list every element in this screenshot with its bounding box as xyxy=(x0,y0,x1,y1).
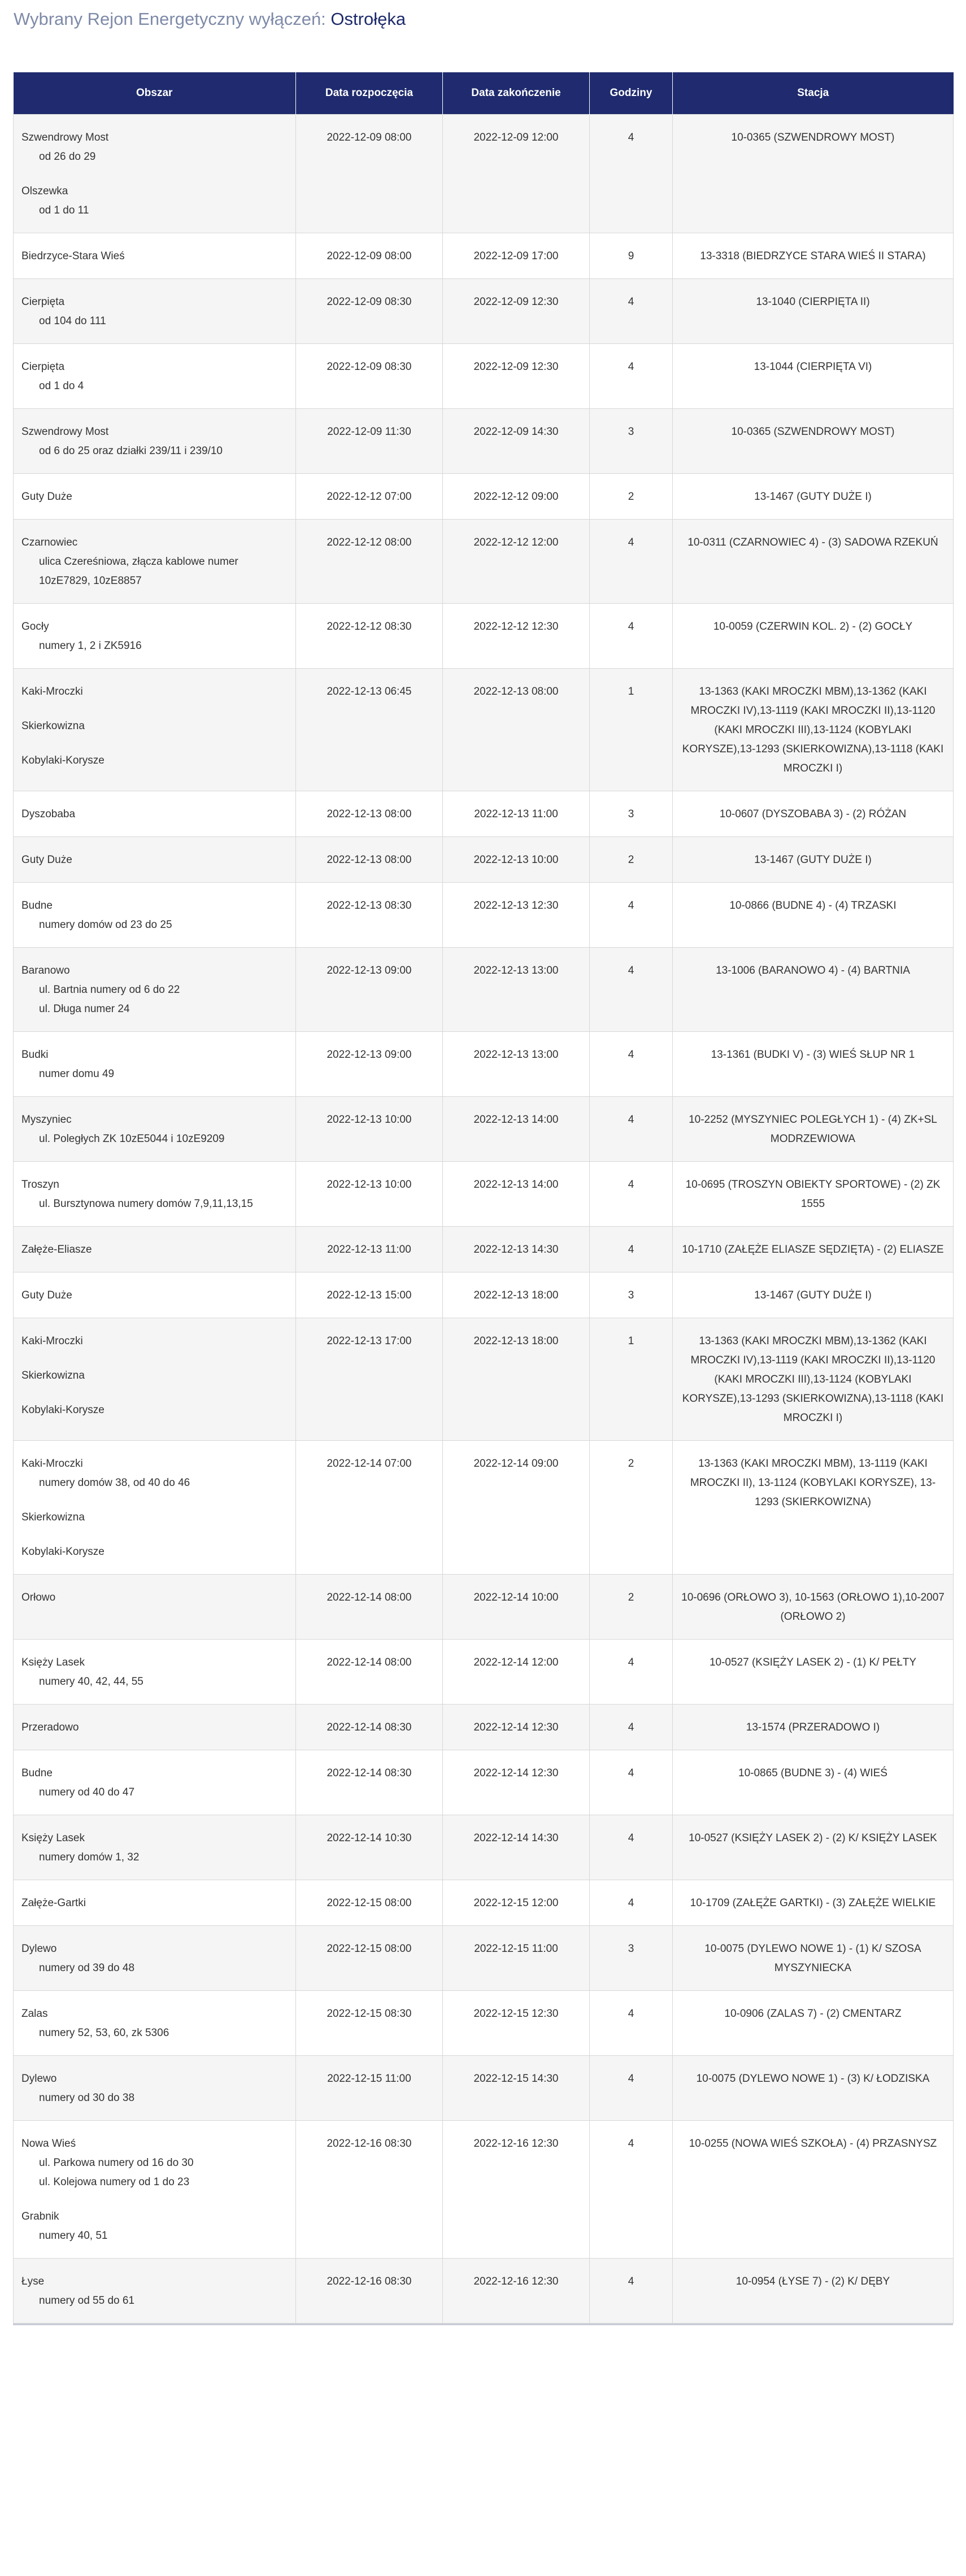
station-cell: 10-0255 (NOWA WIEŚ SZKOŁA) - (4) PRZASNYSZ xyxy=(673,2121,954,2259)
hours-cell: 2 xyxy=(590,1575,673,1640)
table-row xyxy=(14,1926,954,1991)
area-place-name: Olszewka xyxy=(21,185,68,197)
area-spacer xyxy=(21,167,288,182)
hours-cell: 2 xyxy=(590,837,673,883)
area-detail: numery od 40 do 47 xyxy=(39,1786,135,1798)
end-date-cell: 2022-12-13 13:00 xyxy=(443,1032,590,1097)
end-date-cell: 2022-12-13 14:00 xyxy=(443,1162,590,1227)
area-cell xyxy=(14,1640,296,1705)
start-date-cell: 2022-12-12 08:00 xyxy=(296,520,443,604)
area-cell xyxy=(14,409,296,474)
outages-table xyxy=(13,72,954,2324)
area-place-name: Skierkowizna xyxy=(21,720,85,732)
start-date-cell: 2022-12-13 08:30 xyxy=(296,883,443,948)
station-cell: 10-0695 (TROSZYN OBIEKTY SPORTOWE) - (2) ZK 1555 xyxy=(673,1162,954,1227)
station-cell: 10-0527 (KSIĘŻY LASEK 2) - (1) K/ PEŁTY xyxy=(673,1640,954,1705)
table-row xyxy=(14,1991,954,2056)
hours-cell: 4 xyxy=(590,1162,673,1227)
page-title xyxy=(0,0,966,30)
table-row xyxy=(14,1705,954,1750)
station-cell: 10-0075 (DYLEWO NOWE 1) - (1) K/ SZOSA MYSZYNIECKA xyxy=(673,1926,954,1991)
area-detail: ul. Bursztynowa numery domów 7,9,11,13,15 xyxy=(39,1198,253,1210)
station-cell: 13-1044 (CIERPIĘTA VI) xyxy=(673,344,954,409)
hours-cell: 3 xyxy=(590,1926,673,1991)
area-detail: numery od 30 do 38 xyxy=(39,2092,135,2104)
area-place-name: Kaki-Mroczki xyxy=(21,1458,83,1470)
page-title-prefix: Wybrany Rejon Energetyczny wyłączeń: xyxy=(14,9,326,29)
area-place-name: Czarnowiec xyxy=(21,537,78,548)
area-detail: od 6 do 25 oraz działki 239/11 i 239/10 xyxy=(39,445,223,457)
end-date-cell: 2022-12-15 12:00 xyxy=(443,1880,590,1926)
station-cell: 10-0365 (SZWENDROWY MOST) xyxy=(673,115,954,233)
column-header-hours: Godziny xyxy=(590,72,673,115)
table-row xyxy=(14,1227,954,1272)
area-place-name: Skierkowizna xyxy=(21,1370,85,1381)
start-date-cell: 2022-12-13 10:00 xyxy=(296,1162,443,1227)
station-cell: 13-1006 (BARANOWO 4) - (4) BARTNIA xyxy=(673,948,954,1032)
station-cell: 13-1467 (GUTY DUŻE I) xyxy=(673,1272,954,1318)
table-row xyxy=(14,279,954,344)
area-place-name: Kobylaki-Korysze xyxy=(21,755,105,766)
area-cell xyxy=(14,883,296,948)
hours-cell: 1 xyxy=(590,1318,673,1441)
station-cell: 10-0059 (CZERWIN KOL. 2) - (2) GOCŁY xyxy=(673,604,954,669)
table-header-row xyxy=(14,72,954,115)
table-row xyxy=(14,604,954,669)
hours-cell: 2 xyxy=(590,474,673,520)
area-cell xyxy=(14,2056,296,2121)
table-row xyxy=(14,1640,954,1705)
station-cell: 10-2252 (MYSZYNIEC POLEGŁYCH 1) - (4) ZK+SL MODRZEWIOWA xyxy=(673,1097,954,1162)
station-cell: 10-0311 (CZARNOWIEC 4) - (3) SADOWA RZEKUŃ xyxy=(673,520,954,604)
hours-cell: 2 xyxy=(590,1441,673,1575)
end-date-cell: 2022-12-13 13:00 xyxy=(443,948,590,1032)
start-date-cell: 2022-12-15 08:30 xyxy=(296,1991,443,2056)
hours-cell: 4 xyxy=(590,1750,673,1815)
start-date-cell: 2022-12-15 11:00 xyxy=(296,2056,443,2121)
start-date-cell: 2022-12-09 08:00 xyxy=(296,233,443,279)
hours-cell: 4 xyxy=(590,1815,673,1880)
area-place-name: Budne xyxy=(21,1767,53,1779)
area-place-name: Księży Lasek xyxy=(21,1657,85,1668)
start-date-cell: 2022-12-12 07:00 xyxy=(296,474,443,520)
start-date-cell: 2022-12-13 17:00 xyxy=(296,1318,443,1441)
hours-cell: 4 xyxy=(590,604,673,669)
start-date-cell: 2022-12-14 08:30 xyxy=(296,1750,443,1815)
area-place-name: Guty Duże xyxy=(21,491,72,503)
area-detail: od 1 do 11 xyxy=(39,204,89,216)
area-place-name: Budki xyxy=(21,1049,49,1061)
start-date-cell: 2022-12-13 09:00 xyxy=(296,948,443,1032)
end-date-cell: 2022-12-13 14:00 xyxy=(443,1097,590,1162)
start-date-cell: 2022-12-16 08:30 xyxy=(296,2121,443,2259)
end-date-cell: 2022-12-12 12:00 xyxy=(443,520,590,604)
end-date-cell: 2022-12-09 12:30 xyxy=(443,344,590,409)
area-place-name: Przeradowo xyxy=(21,1721,79,1733)
area-detail: numery 40, 51 xyxy=(39,2230,108,2242)
end-date-cell: 2022-12-16 12:30 xyxy=(443,2121,590,2259)
hours-cell: 4 xyxy=(590,1227,673,1272)
start-date-cell: 2022-12-09 08:30 xyxy=(296,344,443,409)
area-cell xyxy=(14,791,296,837)
hours-cell: 4 xyxy=(590,2121,673,2259)
table-row xyxy=(14,1162,954,1227)
start-date-cell: 2022-12-14 08:30 xyxy=(296,1705,443,1750)
area-cell xyxy=(14,115,296,233)
area-place-name: Kobylaki-Korysze xyxy=(21,1546,105,1558)
start-date-cell: 2022-12-13 08:00 xyxy=(296,837,443,883)
table-row xyxy=(14,1097,954,1162)
station-cell: 13-3318 (BIEDRZYCE STARA WIEŚ II STARA) xyxy=(673,233,954,279)
area-detail: ul. Długa numer 24 xyxy=(39,1003,130,1015)
column-header-start: Data rozpoczęcia xyxy=(296,72,443,115)
table-row xyxy=(14,791,954,837)
area-detail: ulica Czereśniowa, złącza kablowe numer 10zE7829, 10zE8857 xyxy=(39,556,238,587)
area-cell xyxy=(14,1318,296,1441)
table-row xyxy=(14,2056,954,2121)
end-date-cell: 2022-12-14 12:30 xyxy=(443,1750,590,1815)
area-detail: numery od 39 do 48 xyxy=(39,1962,135,1974)
table-row xyxy=(14,948,954,1032)
end-date-cell: 2022-12-13 08:00 xyxy=(443,669,590,791)
area-cell xyxy=(14,279,296,344)
table-row xyxy=(14,1032,954,1097)
station-cell: 10-0954 (ŁYSE 7) - (2) K/ DĘBY xyxy=(673,2259,954,2324)
area-spacer xyxy=(21,701,288,717)
area-cell xyxy=(14,1272,296,1318)
area-place-name: Kaki-Mroczki xyxy=(21,686,83,698)
end-date-cell: 2022-12-14 14:30 xyxy=(443,1815,590,1880)
station-cell: 13-1363 (KAKI MROCZKI MBM),13-1362 (KAKI MROCZKI IV),13-1119 (KAKI MROCZKI II),13-1120 (KAKI MROCZKI III),13-1124 (KOBYLAKI KORYSZE),13-1293 (SKIERKOWIZNA),13-1118 (KAKI MROCZKI I) xyxy=(673,669,954,791)
area-cell xyxy=(14,344,296,409)
area-detail: numery 1, 2 i ZK5916 xyxy=(39,640,142,652)
start-date-cell: 2022-12-14 08:00 xyxy=(296,1575,443,1640)
area-cell xyxy=(14,1815,296,1880)
table-row xyxy=(14,409,954,474)
station-cell: 10-0527 (KSIĘŻY LASEK 2) - (2) K/ KSIĘŻY LASEK xyxy=(673,1815,954,1880)
area-cell xyxy=(14,2121,296,2259)
start-date-cell: 2022-12-09 08:00 xyxy=(296,115,443,233)
table-bottom-border xyxy=(13,2324,953,2325)
area-cell xyxy=(14,604,296,669)
area-cell xyxy=(14,948,296,1032)
start-date-cell: 2022-12-13 08:00 xyxy=(296,791,443,837)
column-header-area: Obszar xyxy=(14,72,296,115)
station-cell: 10-0365 (SZWENDROWY MOST) xyxy=(673,409,954,474)
hours-cell: 4 xyxy=(590,1705,673,1750)
area-place-name: Orłowo xyxy=(21,1592,56,1603)
area-spacer xyxy=(21,1493,288,1508)
end-date-cell: 2022-12-14 10:00 xyxy=(443,1575,590,1640)
area-cell xyxy=(14,233,296,279)
end-date-cell: 2022-12-13 11:00 xyxy=(443,791,590,837)
area-cell xyxy=(14,1162,296,1227)
hours-cell: 4 xyxy=(590,2259,673,2324)
area-spacer xyxy=(21,2192,288,2207)
area-place-name: Szwendrowy Most xyxy=(21,426,109,438)
region-name: Ostrołęka xyxy=(330,9,406,29)
table-row xyxy=(14,1318,954,1441)
area-detail: numer domu 49 xyxy=(39,1068,115,1080)
area-detail: ul. Kolejowa numery od 1 do 23 xyxy=(39,2176,190,2188)
area-place-name: Kaki-Mroczki xyxy=(21,1335,83,1347)
start-date-cell: 2022-12-13 11:00 xyxy=(296,1227,443,1272)
hours-cell: 4 xyxy=(590,344,673,409)
outages-table-container xyxy=(0,30,966,2324)
start-date-cell: 2022-12-09 11:30 xyxy=(296,409,443,474)
end-date-cell: 2022-12-09 12:30 xyxy=(443,279,590,344)
end-date-cell: 2022-12-14 09:00 xyxy=(443,1441,590,1575)
table-header xyxy=(14,72,954,115)
column-header-station: Stacja xyxy=(673,72,954,115)
area-detail: ul. Poległych ZK 10zE5044 i 10zE9209 xyxy=(39,1133,225,1145)
area-detail: ul. Parkowa numery od 16 do 30 xyxy=(39,2157,194,2169)
start-date-cell: 2022-12-13 10:00 xyxy=(296,1097,443,1162)
area-detail: numery od 55 do 61 xyxy=(39,2295,135,2307)
end-date-cell: 2022-12-13 18:00 xyxy=(443,1318,590,1441)
table-row xyxy=(14,1750,954,1815)
area-place-name: Nowa Wieś xyxy=(21,2138,76,2150)
station-cell: 10-0906 (ZALAS 7) - (2) CMENTARZ xyxy=(673,1991,954,2056)
area-cell xyxy=(14,1750,296,1815)
hours-cell: 4 xyxy=(590,1991,673,2056)
table-body xyxy=(14,115,954,2324)
hours-cell: 4 xyxy=(590,1097,673,1162)
station-cell: 13-1467 (GUTY DUŻE I) xyxy=(673,837,954,883)
table-row xyxy=(14,1815,954,1880)
end-date-cell: 2022-12-14 12:00 xyxy=(443,1640,590,1705)
area-cell xyxy=(14,474,296,520)
table-row xyxy=(14,1272,954,1318)
hours-cell: 3 xyxy=(590,1272,673,1318)
area-cell xyxy=(14,2259,296,2324)
area-cell xyxy=(14,837,296,883)
area-cell xyxy=(14,1441,296,1575)
area-spacer xyxy=(21,1527,288,1542)
table-row xyxy=(14,1575,954,1640)
end-date-cell: 2022-12-09 14:30 xyxy=(443,409,590,474)
area-place-name: Zalas xyxy=(21,2008,48,2020)
area-cell xyxy=(14,1880,296,1926)
end-date-cell: 2022-12-16 12:30 xyxy=(443,2259,590,2324)
area-place-name: Biedrzyce-Stara Wieś xyxy=(21,250,125,262)
station-cell: 13-1574 (PRZERADOWO I) xyxy=(673,1705,954,1750)
start-date-cell: 2022-12-13 06:45 xyxy=(296,669,443,791)
area-cell xyxy=(14,1575,296,1640)
table-row xyxy=(14,1441,954,1575)
area-place-name: Cierpięta xyxy=(21,361,65,373)
end-date-cell: 2022-12-13 12:30 xyxy=(443,883,590,948)
station-cell: 10-0696 (ORŁOWO 3), 10-1563 (ORŁOWO 1),10-2007 (ORŁOWO 2) xyxy=(673,1575,954,1640)
start-date-cell: 2022-12-09 08:30 xyxy=(296,279,443,344)
area-place-name: Myszyniec xyxy=(21,1114,72,1126)
area-spacer xyxy=(21,1385,288,1401)
hours-cell: 4 xyxy=(590,2056,673,2121)
hours-cell: 3 xyxy=(590,409,673,474)
hours-cell: 4 xyxy=(590,883,673,948)
station-cell: 10-0865 (BUDNE 3) - (4) WIEŚ xyxy=(673,1750,954,1815)
table-row xyxy=(14,520,954,604)
area-place-name: Baranowo xyxy=(21,965,70,977)
area-cell xyxy=(14,1991,296,2056)
area-place-name: Załęże-Eliasze xyxy=(21,1244,92,1256)
hours-cell: 1 xyxy=(590,669,673,791)
start-date-cell: 2022-12-15 08:00 xyxy=(296,1926,443,1991)
area-place-name: Szwendrowy Most xyxy=(21,132,109,143)
end-date-cell: 2022-12-13 18:00 xyxy=(443,1272,590,1318)
area-detail: od 104 do 111 xyxy=(39,315,106,327)
end-date-cell: 2022-12-12 09:00 xyxy=(443,474,590,520)
area-spacer xyxy=(21,1351,288,1366)
hours-cell: 4 xyxy=(590,279,673,344)
start-date-cell: 2022-12-14 08:00 xyxy=(296,1640,443,1705)
start-date-cell: 2022-12-13 09:00 xyxy=(296,1032,443,1097)
area-place-name: Guty Duże xyxy=(21,854,72,866)
area-place-name: Dylewo xyxy=(21,1943,57,1955)
area-place-name: Grabnik xyxy=(21,2211,59,2222)
start-date-cell: 2022-12-13 15:00 xyxy=(296,1272,443,1318)
area-detail: numery 40, 42, 44, 55 xyxy=(39,1676,143,1688)
area-place-name: Troszyn xyxy=(21,1179,59,1191)
area-detail: numery domów 1, 32 xyxy=(39,1851,140,1863)
station-cell: 13-1363 (KAKI MROCZKI MBM),13-1362 (KAKI MROCZKI IV),13-1119 (KAKI MROCZKI II),13-1120 (KAKI MROCZKI III),13-1124 (KOBYLAKI KORYSZE),13-1293 (SKIERKOWIZNA),13-1118 (KAKI MROCZKI I) xyxy=(673,1318,954,1441)
area-cell xyxy=(14,1097,296,1162)
end-date-cell: 2022-12-13 10:00 xyxy=(443,837,590,883)
area-cell xyxy=(14,1227,296,1272)
area-place-name: Łyse xyxy=(21,2276,45,2287)
table-row xyxy=(14,474,954,520)
area-place-name: Dylewo xyxy=(21,2073,57,2085)
start-date-cell: 2022-12-14 07:00 xyxy=(296,1441,443,1575)
area-cell xyxy=(14,1705,296,1750)
area-place-name: Dyszobaba xyxy=(21,808,76,820)
table-row xyxy=(14,2259,954,2324)
hours-cell: 4 xyxy=(590,520,673,604)
area-cell xyxy=(14,1926,296,1991)
area-place-name: Księży Lasek xyxy=(21,1832,85,1844)
hours-cell: 4 xyxy=(590,1032,673,1097)
table-row xyxy=(14,115,954,233)
table-row xyxy=(14,233,954,279)
start-date-cell: 2022-12-15 08:00 xyxy=(296,1880,443,1926)
end-date-cell: 2022-12-13 14:30 xyxy=(443,1227,590,1272)
area-spacer xyxy=(21,736,288,751)
end-date-cell: 2022-12-09 17:00 xyxy=(443,233,590,279)
station-cell: 10-0607 (DYSZOBABA 3) - (2) RÓŻAN xyxy=(673,791,954,837)
start-date-cell: 2022-12-16 08:30 xyxy=(296,2259,443,2324)
station-cell: 10-1709 (ZAŁĘŻE GARTKI) - (3) ZAŁĘŻE WIELKIE xyxy=(673,1880,954,1926)
area-place-name: Kobylaki-Korysze xyxy=(21,1404,105,1416)
end-date-cell: 2022-12-15 14:30 xyxy=(443,2056,590,2121)
station-cell: 13-1467 (GUTY DUŻE I) xyxy=(673,474,954,520)
station-cell: 10-1710 (ZAŁĘŻE ELIASZE SĘDZIĘTA) - (2) ELIASZE xyxy=(673,1227,954,1272)
area-place-name: Budne xyxy=(21,900,53,912)
hours-cell: 4 xyxy=(590,115,673,233)
area-detail: od 26 do 29 xyxy=(39,151,96,163)
hours-cell: 9 xyxy=(590,233,673,279)
hours-cell: 3 xyxy=(590,791,673,837)
station-cell: 13-1363 (KAKI MROCZKI MBM), 13-1119 (KAKI MROCZKI II), 13-1124 (KOBYLAKI KORYSZE), 13-1293 (SKIERKOWIZNA) xyxy=(673,1441,954,1575)
area-place-name: Załęże-Gartki xyxy=(21,1897,86,1909)
hours-cell: 4 xyxy=(590,948,673,1032)
end-date-cell: 2022-12-15 11:00 xyxy=(443,1926,590,1991)
end-date-cell: 2022-12-09 12:00 xyxy=(443,115,590,233)
area-place-name: Gocły xyxy=(21,621,49,633)
end-date-cell: 2022-12-12 12:30 xyxy=(443,604,590,669)
station-cell: 10-0866 (BUDNE 4) - (4) TRZASKI xyxy=(673,883,954,948)
area-place-name: Skierkowizna xyxy=(21,1511,85,1523)
area-place-name: Cierpięta xyxy=(21,296,65,308)
area-detail: od 1 do 4 xyxy=(39,380,84,392)
station-cell: 13-1361 (BUDKI V) - (3) WIEŚ SŁUP NR 1 xyxy=(673,1032,954,1097)
table-row xyxy=(14,2121,954,2259)
table-row xyxy=(14,1880,954,1926)
area-cell xyxy=(14,520,296,604)
table-row xyxy=(14,344,954,409)
station-cell: 13-1040 (CIERPIĘTA II) xyxy=(673,279,954,344)
table-row xyxy=(14,883,954,948)
area-detail: numery domów od 23 do 25 xyxy=(39,919,172,931)
table-row xyxy=(14,837,954,883)
area-place-name: Guty Duże xyxy=(21,1289,72,1301)
hours-cell: 4 xyxy=(590,1880,673,1926)
start-date-cell: 2022-12-12 08:30 xyxy=(296,604,443,669)
hours-cell: 4 xyxy=(590,1640,673,1705)
column-header-end: Data zakończenie xyxy=(443,72,590,115)
end-date-cell: 2022-12-14 12:30 xyxy=(443,1705,590,1750)
area-cell xyxy=(14,669,296,791)
start-date-cell: 2022-12-14 10:30 xyxy=(296,1815,443,1880)
area-cell xyxy=(14,1032,296,1097)
area-detail: ul. Bartnia numery od 6 do 22 xyxy=(39,984,180,996)
table-row xyxy=(14,669,954,791)
area-detail: numery 52, 53, 60, zk 5306 xyxy=(39,2027,169,2039)
area-detail: numery domów 38, od 40 do 46 xyxy=(39,1477,190,1489)
end-date-cell: 2022-12-15 12:30 xyxy=(443,1991,590,2056)
station-cell: 10-0075 (DYLEWO NOWE 1) - (3) K/ ŁODZISKA xyxy=(673,2056,954,2121)
